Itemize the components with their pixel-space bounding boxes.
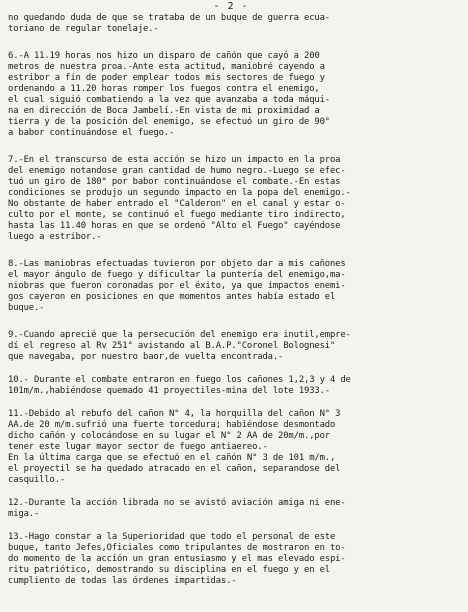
page-number: - 2 -: [213, 1, 249, 12]
paragraph-8: 8.-Las maniobras efectuadas tuvieron por objeto dar a mis cañones el mayor ángulo de fuego y dificultar la puntería del enemigo,ma- niobras que fueron coronadas por el éxito, ya que impactos enemi- gos cayeron en posiciones en que momentos antes había estado el buque.-: [8, 259, 346, 313]
paragraph-spacer: [8, 139, 454, 155]
paragraph-continuation: no quedando duda de que se trataba de un buque de guerra ecua- toriano de regular tonelaje.-: [8, 13, 330, 34]
paragraph-10: 10.- Durante el combate entraron en fuego los cañones 1,2,3 y 4 de 101m/m.,habiéndose quemado 41 proyectiles-mina del lote 1933.-: [8, 375, 351, 396]
paragraph-9: 9.-Cuando aprecié que la persecución del enemigo era inutil,empre- dí el regreso al Rv 251° avistando al B.A.P."Coronel Bolognesi" que navegaba, por nuestro baor,de vuelta encontrada.-: [8, 330, 351, 362]
paragraph-spacer: [8, 35, 454, 51]
paragraph-spacer: [8, 520, 454, 532]
paragraph-spacer: [8, 314, 454, 330]
paragraph-spacer: [8, 397, 454, 409]
paragraph-spacer: [8, 243, 454, 259]
paragraph-13: 13.-Hago constar a la Superioridad que todo el personal de este buque, tanto Jefes,Oficiales como tripulantes de mostraron en to- do momento de la acción un gran entusiasmo y el mas elevado espi- ritu patriótico, demostrando su disciplina en el fuego y en el cumpliento de todas las órdenes impartidas.-: [8, 532, 346, 586]
paragraph-spacer: [8, 363, 454, 375]
paragraph-spacer: [8, 486, 454, 498]
paragraph-11: 11.-Debido al rebufo del cañon N° 4, la horquilla del cañon N° 3 AA.de 20 m/m.sufrió una fuerte torcedura; habiéndose desmontado dicho cañón y colocándose en su lugar el N° 2 AA de 20m/m.,por tener este lugar mayor sector de fuego antiaereo.- En la última carga que se efectuó en el cañón N° 3 de 101 m/m., el proyectil se ha quedado atracado en el cañon, separandose del casquillo.-: [8, 409, 341, 485]
paragraph-7: 7.-En el transcurso de esta acción se hizo un impacto en la proa del enemigo notandose gran cantidad de humo negro.-Luego se efec- tuó un giro de 180° por babor continuándose el combate.-En estas condiciones se produjo un segundo impacto en la popa del enemigo.- No obstante de haber entrado el "Calderon" en el canal y estar o- culto por el monte, se continuó el fuego mediante tiro indirecto, hasta las 11.40 horas en que se ordenó "Alto el Fuego" cayéndose luego a estribor.-: [8, 155, 351, 242]
paragraph-6: 6.-A 11.19 horas nos hizo un disparo de cañón que cayó a 200 metros de nuestra proa.-Ante esta actitud, maniobré cayendo a estribor a fin de poder emplear todos mis sectores de fuego y ordenando a 11.20 horas romper los fuegos contra el enemigo, el cual siguió combatiendo a la vez que avanzaba a toda máqui- na en dirección de Boca Jambelí.-En vista de mi proximidad a tierra y de la posición del enemigo, se efectuó un giro de 90° a babor continuándose el fuego.-: [8, 51, 330, 138]
paragraph-12: 12.-Durante la acción librada no se avistó aviación amiga ni ene- miga.-: [8, 498, 346, 519]
